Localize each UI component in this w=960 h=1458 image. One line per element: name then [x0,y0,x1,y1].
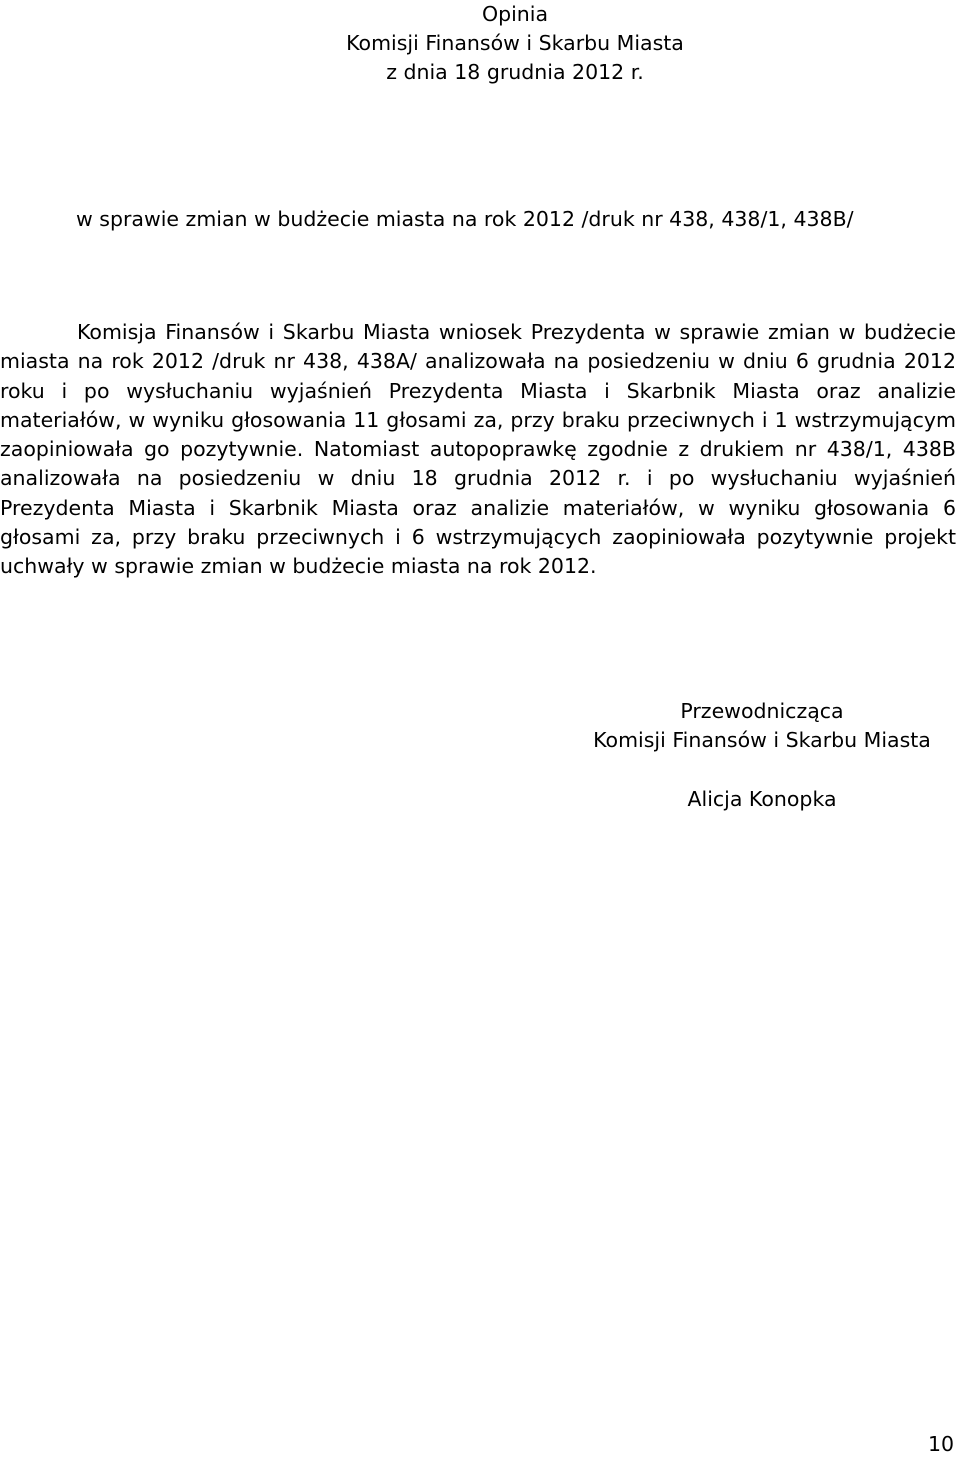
signature-block [556,697,960,814]
signature-role: Przewodnicząca [680,699,844,723]
signature-committee: Komisji Finansów i Skarbu Miasta [593,728,931,752]
document-subject: w sprawie zmian w budżecie miasta na rok 2012 /druk nr 438, 438/1, 438B/ [76,207,854,231]
document-title: Opinia [481,2,549,26]
document-date: z dnia 18 grudnia 2012 r. [386,60,644,84]
committee-name: Komisji Finansów i Skarbu Miasta [346,31,684,55]
signature-name: Alicja Konopka [687,787,837,811]
body-paragraph: Komisja Finansów i Skarbu Miasta wniosek Prezydenta w sprawie zmian w budżecie miasta na rok 2012 /druk nr 438, 438A/ analizowała na posiedzeniu w dniu 6 grudnia 2012 roku i po wysłuchaniu wyjaśnień Prezydenta Miasta i Skarbnik Miasta oraz analizie materiałów, w wyniku głosowania 11 głosami za, przy braku przeciwnych i 1 wstrzymującym zaopiniowała go pozytywnie. Natomiast autopoprawkę zgodnie z drukiem nr 438/1, 438B analizowała na posiedzeniu w dniu 18 grudnia 2012 r. i po wysłuchaniu wyjaśnień Prezydenta Miasta i Skarbnik Miasta oraz analizie materiałów, w wyniku głosowania 6 głosami za, przy braku przeciwnych i 6 wstrzymujących zaopiniowała pozytywnie projekt uchwały w sprawie zmian w budżecie miasta na rok 2012. [0,320,956,579]
page-number: 10 [928,1432,955,1456]
document-header [0,0,960,87]
